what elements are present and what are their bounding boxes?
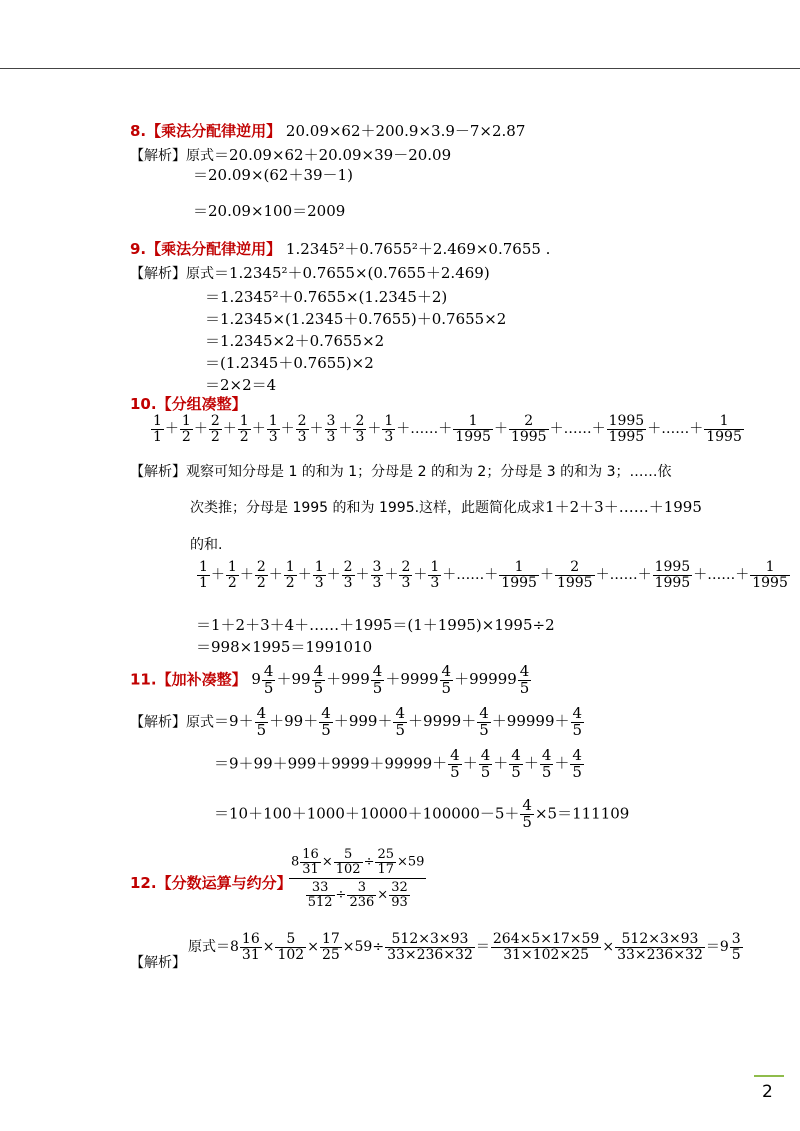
fraction-term: $\frac{2}{2}$ — [210, 413, 220, 445]
fraction-term: $\frac{4}{5}$ — [572, 704, 583, 739]
fraction-term: $\frac{1995}{1995}$ — [608, 413, 645, 445]
problem-12-solution: 原式＝8 $\frac{16}{31}$ × $\frac{5}{102}$ × $\frac{17}{25}$ ×59÷ $\frac{512\times 3\times 93}{33\times 236\times 32}$ ＝ $\frac{264\times 5\times 17\times 59}{31\times 102\times 25}$ × $\frac{512\times 3\times 93}{33\times 236\times 32}$ ＝9 $\frac{3}{5}$ — [188, 931, 741, 963]
problem-12-analysis-label: 【解析】 — [130, 955, 186, 971]
fraction-term: $\frac{4}{5}$ — [541, 746, 552, 781]
fraction-term: $\frac{3}{3}$ — [372, 559, 382, 591]
problem-10-text-1: 【解析】观察可知分母是 1 的和为 1；分母是 2 的和为 2；分母是 3 的和为 3；……依 — [130, 464, 672, 480]
problem-11-expression: 9 $\frac{4}{5}$ ＋99 $\frac{4}{5}$ ＋999 $\frac{4}{5}$ ＋9999 $\frac{4}{5}$ ＋99999 $\frac{4}{5}$ — [251, 662, 530, 697]
problem-11-step-2: ＝9＋99＋999＋9999＋99999＋ $\frac{4}{5}$ ＋ $\frac{4}{5}$ ＋ $\frac{4}{5}$ ＋ $\frac{4}{5}$ ＋ $\frac{4}{5}$ — [214, 746, 582, 781]
mixed-fraction: $\frac{4}{5}$ — [263, 662, 274, 697]
problem-8-step-2: ＝20.09×(62＋39－1) — [193, 166, 353, 184]
analysis-label: 【解析】 — [130, 148, 186, 164]
problem-10-step-1: ＝1＋2＋3＋4＋……＋1995＝(1＋1995)×1995÷2 — [196, 616, 555, 634]
fraction-term: $\frac{1}{1}$ — [153, 413, 162, 445]
fraction-term: $\frac{1}{1995}$ — [706, 413, 742, 445]
problem-12-title: 12.【分数运算与约分】 — [130, 874, 292, 892]
problem-10-text-2: 次类推；分母是 1995 的和为 1995.这样，此题简化成求1＋2＋3＋……＋1995 — [190, 498, 702, 516]
fraction-term: $\frac{1}{1995}$ — [752, 559, 788, 591]
fraction-term: $\frac{1}{2}$ — [227, 559, 237, 591]
fraction-term: $\frac{2}{3}$ — [343, 559, 353, 591]
fraction-term: $\frac{1}{3}$ — [430, 559, 440, 591]
problem-8-title: 8.【乘法分配律逆用】 — [130, 122, 282, 140]
problem-10-step-2: ＝998×1995＝1991010 — [196, 638, 373, 656]
problem-9-step-1: 【解析】原式＝1.2345²＋0.7655×(0.7655＋2.469) — [130, 264, 490, 282]
problem-9-step-3: ＝1.2345×(1.2345＋0.7655)＋0.7655×2 — [205, 310, 507, 328]
problem-11-step-3: ＝10＋100＋1000＋10000＋100000－5＋ $\frac{4}{5}$ ×5＝111109 — [214, 796, 630, 831]
mixed-fraction: $\frac{4}{5}$ — [519, 662, 530, 697]
problem-9-step-6: ＝2×2＝4 — [205, 376, 277, 394]
mixed-fraction: $\frac{4}{5}$ — [441, 662, 452, 697]
fraction-term: $\frac{1}{3}$ — [384, 413, 394, 445]
fraction-term: $\frac{1995}{1995}$ — [654, 559, 691, 591]
problem-9-title: 9.【乘法分配律逆用】 — [130, 240, 282, 258]
fraction-term: $\frac{4}{5}$ — [321, 704, 331, 739]
fraction-term: $\frac{2}{2}$ — [256, 559, 266, 591]
problem-8 — [130, 124, 525, 139]
fraction-term: $\frac{3}{3}$ — [326, 413, 336, 445]
fraction-term: $\frac{1}{1995}$ — [501, 559, 537, 591]
fraction-term: $\frac{1}{2}$ — [239, 413, 249, 445]
fraction-term: $\frac{1}{2}$ — [285, 559, 295, 591]
problem-9-expression: 1.2345²＋0.7655²＋2.469×0.7655 . — [285, 240, 551, 258]
fraction-term: $\frac{1}{3}$ — [268, 413, 278, 445]
problem-9 — [130, 242, 550, 257]
problem-11-title: 11.【加补凑整】 — [130, 670, 247, 689]
page-number-bar — [754, 1075, 784, 1077]
problem-12-expression: 8 $\frac{16}{31}$ × $\frac{5}{102}$ ÷ $\frac{25}{17}$ ×59 $\frac{33}{512}$ ÷ $\frac{3}{236}$ × $\frac{32}{93}$ — [291, 847, 425, 910]
problem-9-step-2: ＝1.2345²＋0.7655×(1.2345＋2) — [205, 288, 448, 306]
fraction-term: $\frac{1}{1995}$ — [455, 413, 491, 445]
fraction-term: $\frac{2}{1995}$ — [510, 413, 547, 445]
fraction-term: $\frac{4}{5}$ — [256, 704, 267, 739]
page-number: 2 — [762, 1082, 773, 1102]
fraction-term: $\frac{4}{5}$ — [572, 746, 582, 781]
problem-9-step-5: ＝(1.2345＋0.7655)×2 — [205, 354, 374, 372]
problem-8-step-3: ＝20.09×100＝2009 — [193, 202, 346, 220]
fraction-term: $\frac{1}{1}$ — [199, 559, 208, 591]
problem-8-step-1: 【解析】原式＝20.09×62＋20.09×39－20.09 — [130, 146, 452, 164]
problem-8-expression: 20.09×62＋200.9×3.9－7×2.87 — [285, 122, 526, 140]
problem-9-step-4: ＝1.2345×2＋0.7655×2 — [205, 332, 385, 350]
problem-11-step-1: 【解析】原式＝9＋ $\frac{4}{5}$ ＋99＋ $\frac{4}{5}$ ＋999＋ $\frac{4}{5}$ ＋9999＋ $\frac{4}{5}$ ＋99999＋ $\frac{4}{5}$ — [130, 704, 583, 739]
fraction-term: $\frac{2}{3}$ — [297, 413, 307, 445]
problem-11 — [130, 664, 532, 697]
fraction-term: $\frac{2}{3}$ — [401, 559, 411, 591]
fraction-term: $\frac{1}{3}$ — [314, 559, 324, 591]
fraction-term: $\frac{1}{2}$ — [181, 413, 191, 445]
header-rule — [0, 68, 800, 69]
fraction-term: $\frac{4}{5}$ — [395, 704, 406, 739]
fraction-term: $\frac{2}{1995}$ — [556, 559, 593, 591]
fraction-term: $\frac{4}{5}$ — [479, 704, 489, 739]
fraction-term: $\frac{4}{5}$ — [480, 746, 491, 781]
fraction-term: $\frac{4}{5}$ — [511, 746, 521, 781]
mixed-fraction: $\frac{4}{5}$ — [313, 662, 324, 697]
fraction-term: $\frac{4}{5}$ — [450, 746, 460, 781]
mixed-fraction: $\frac{4}{5}$ — [372, 662, 383, 697]
problem-10-expression: $\frac{1}{1}$ ＋ $\frac{1}{2}$ ＋ $\frac{2}{2}$ ＋ $\frac{1}{2}$ ＋ $\frac{1}{3}$ ＋ $\frac{2}{3}$ ＋ $\frac{3}{3}$ ＋ $\frac{2}{3}$ ＋ $\frac{1}{3}$ ＋……＋ $\frac{1}{1995}$ ＋ $\frac{2}{1995}$ ＋……＋ $\frac{1995}{1995}$ ＋……＋ $\frac{1}{1995}$ — [153, 413, 742, 445]
problem-10-expression-repeat: $\frac{1}{1}$ ＋ $\frac{1}{2}$ ＋ $\frac{2}{2}$ ＋ $\frac{1}{2}$ ＋ $\frac{1}{3}$ ＋ $\frac{2}{3}$ ＋ $\frac{3}{3}$ ＋ $\frac{2}{3}$ ＋ $\frac{1}{3}$ ＋……＋ $\frac{1}{1995}$ ＋ $\frac{2}{1995}$ ＋……＋ $\frac{1995}{1995}$ ＋……＋ $\frac{1}{1995}$ — [199, 559, 788, 591]
problem-10-text-3: 的和. — [190, 537, 223, 553]
problem-10-title: 10.【分组凑整】 — [130, 395, 247, 413]
fraction-term: $\frac{2}{3}$ — [355, 413, 365, 445]
